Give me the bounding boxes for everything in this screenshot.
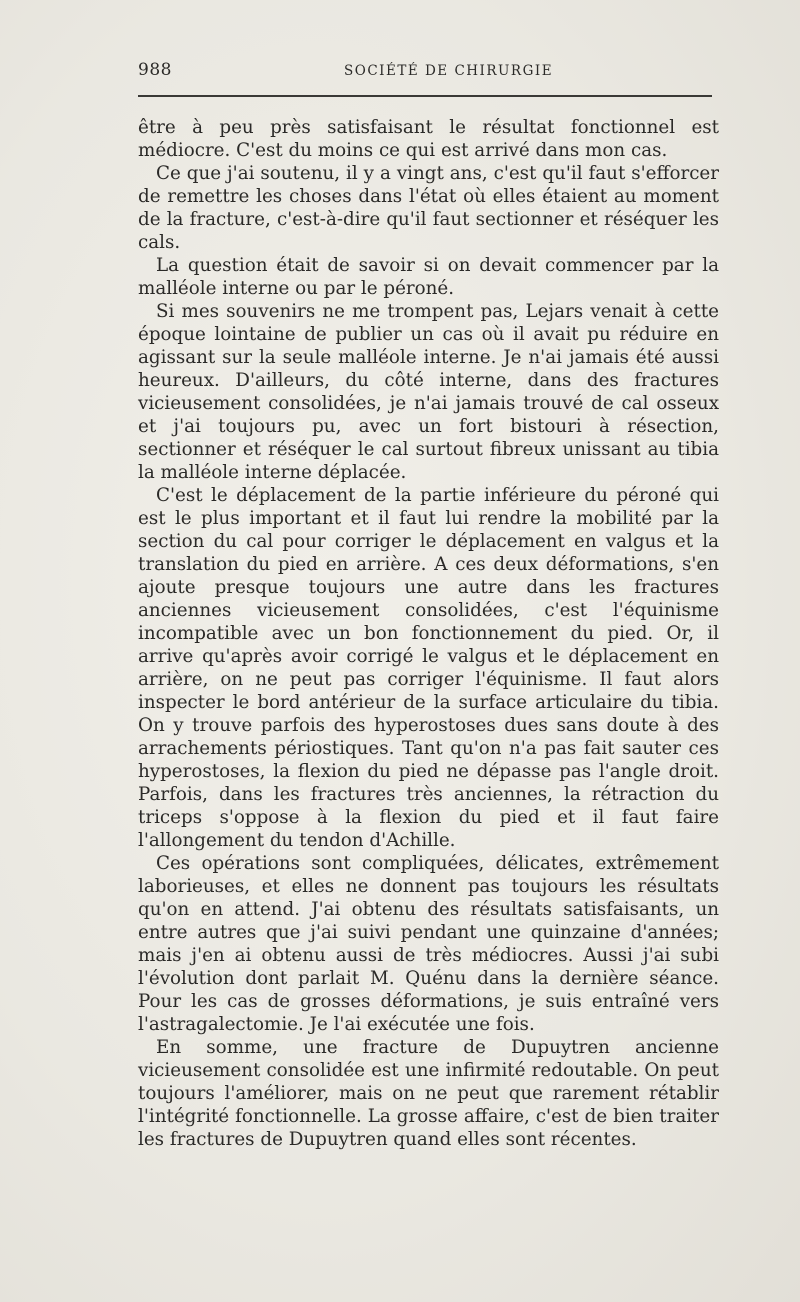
- body-text: [138, 116, 719, 1151]
- paragraph: C'est le déplacement de la partie inférieure du péroné qui est le plus important et il faut lui rendre la mobilité par la section du cal pour corriger le déplacement en valgus et la translation du pied en arrière. A ces deux déformations, s'en ajoute presque toujours une autre dans les fractures anciennes vicieusement consolidées, c'est l'équinisme incompatible avec un bon fonctionnement du pied. Or, il arrive qu'après avoir corrigé le valgus et le déplacement en arrière, on ne peut pas corriger l'équinisme. Il faut alors inspecter le bord antérieur de la surface articulaire du tibia. On y trouve parfois des hyperostoses dues sans doute à des arrachements périostiques. Tant qu'on n'a pas fait sauter ces hyperostoses, la flexion du pied ne dépasse pas l'angle droit. Parfois, dans les fractures très anciennes, la rétraction du triceps s'oppose à la flexion du pied et il faut faire l'allongement du tendon d'Achille.: [138, 485, 719, 851]
- page-number: 988: [138, 60, 172, 80]
- paragraph-continuation: être à peu près satisfaisant le résultat fonctionnel est médiocre. C'est du moins ce qui est arrivé dans mon cas.: [138, 117, 719, 161]
- paragraph: Si mes souvenirs ne me trompent pas, Lejars venait à cette époque lointaine de publier un cas où il avait pu réduire en agissant sur la seule malléole interne. Je n'ai jamais été aussi heureux. D'ailleurs, du côté interne, dans des fractures vicieusement consolidées, je n'ai jamais trouvé de cal osseux et j'ai toujours pu, avec un fort bistouri à résection, sectionner et réséquer le cal surtout fibreux unissant au tibia la malléole interne déplacée.: [138, 301, 719, 483]
- paragraph: Ce que j'ai soutenu, il y a vingt ans, c'est qu'il faut s'efforcer de remettre les choses dans l'état où elles étaient au moment de la fracture, c'est-à-dire qu'il faut sectionner et réséquer les cals.: [138, 163, 719, 253]
- running-head: SOCIÉTÉ DE CHIRURGIE: [344, 63, 554, 79]
- paragraph: La question était de savoir si on devait commencer par la malléole interne ou par le péroné.: [138, 255, 719, 299]
- paragraph: Ces opérations sont compliquées, délicates, extrêmement laborieuses, et elles ne donnent pas toujours les résultats qu'on en attend. J'ai obtenu des résultats satisfaisants, un entre autres que j'ai suivi pendant une quinzaine d'années; mais j'en ai obtenu aussi de très médiocres. Aussi j'ai subi l'évolution dont parlait M. Quénu dans la dernière séance. Pour les cas de grosses déformations, je suis entraîné vers l'astragalectomie. Je l'ai exécutée une fois.: [138, 853, 719, 1035]
- paragraph: En somme, une fracture de Dupuytren ancienne vicieusement consolidée est une infirmité redoutable. On peut toujours l'améliorer, mais on ne peut que rarement rétablir l'intégrité fonctionnelle. La grosse affaire, c'est de bien traiter les fractures de Dupuytren quand elles sont récentes.: [138, 1037, 719, 1150]
- page-header: [138, 60, 712, 84]
- header-rule: [138, 95, 712, 97]
